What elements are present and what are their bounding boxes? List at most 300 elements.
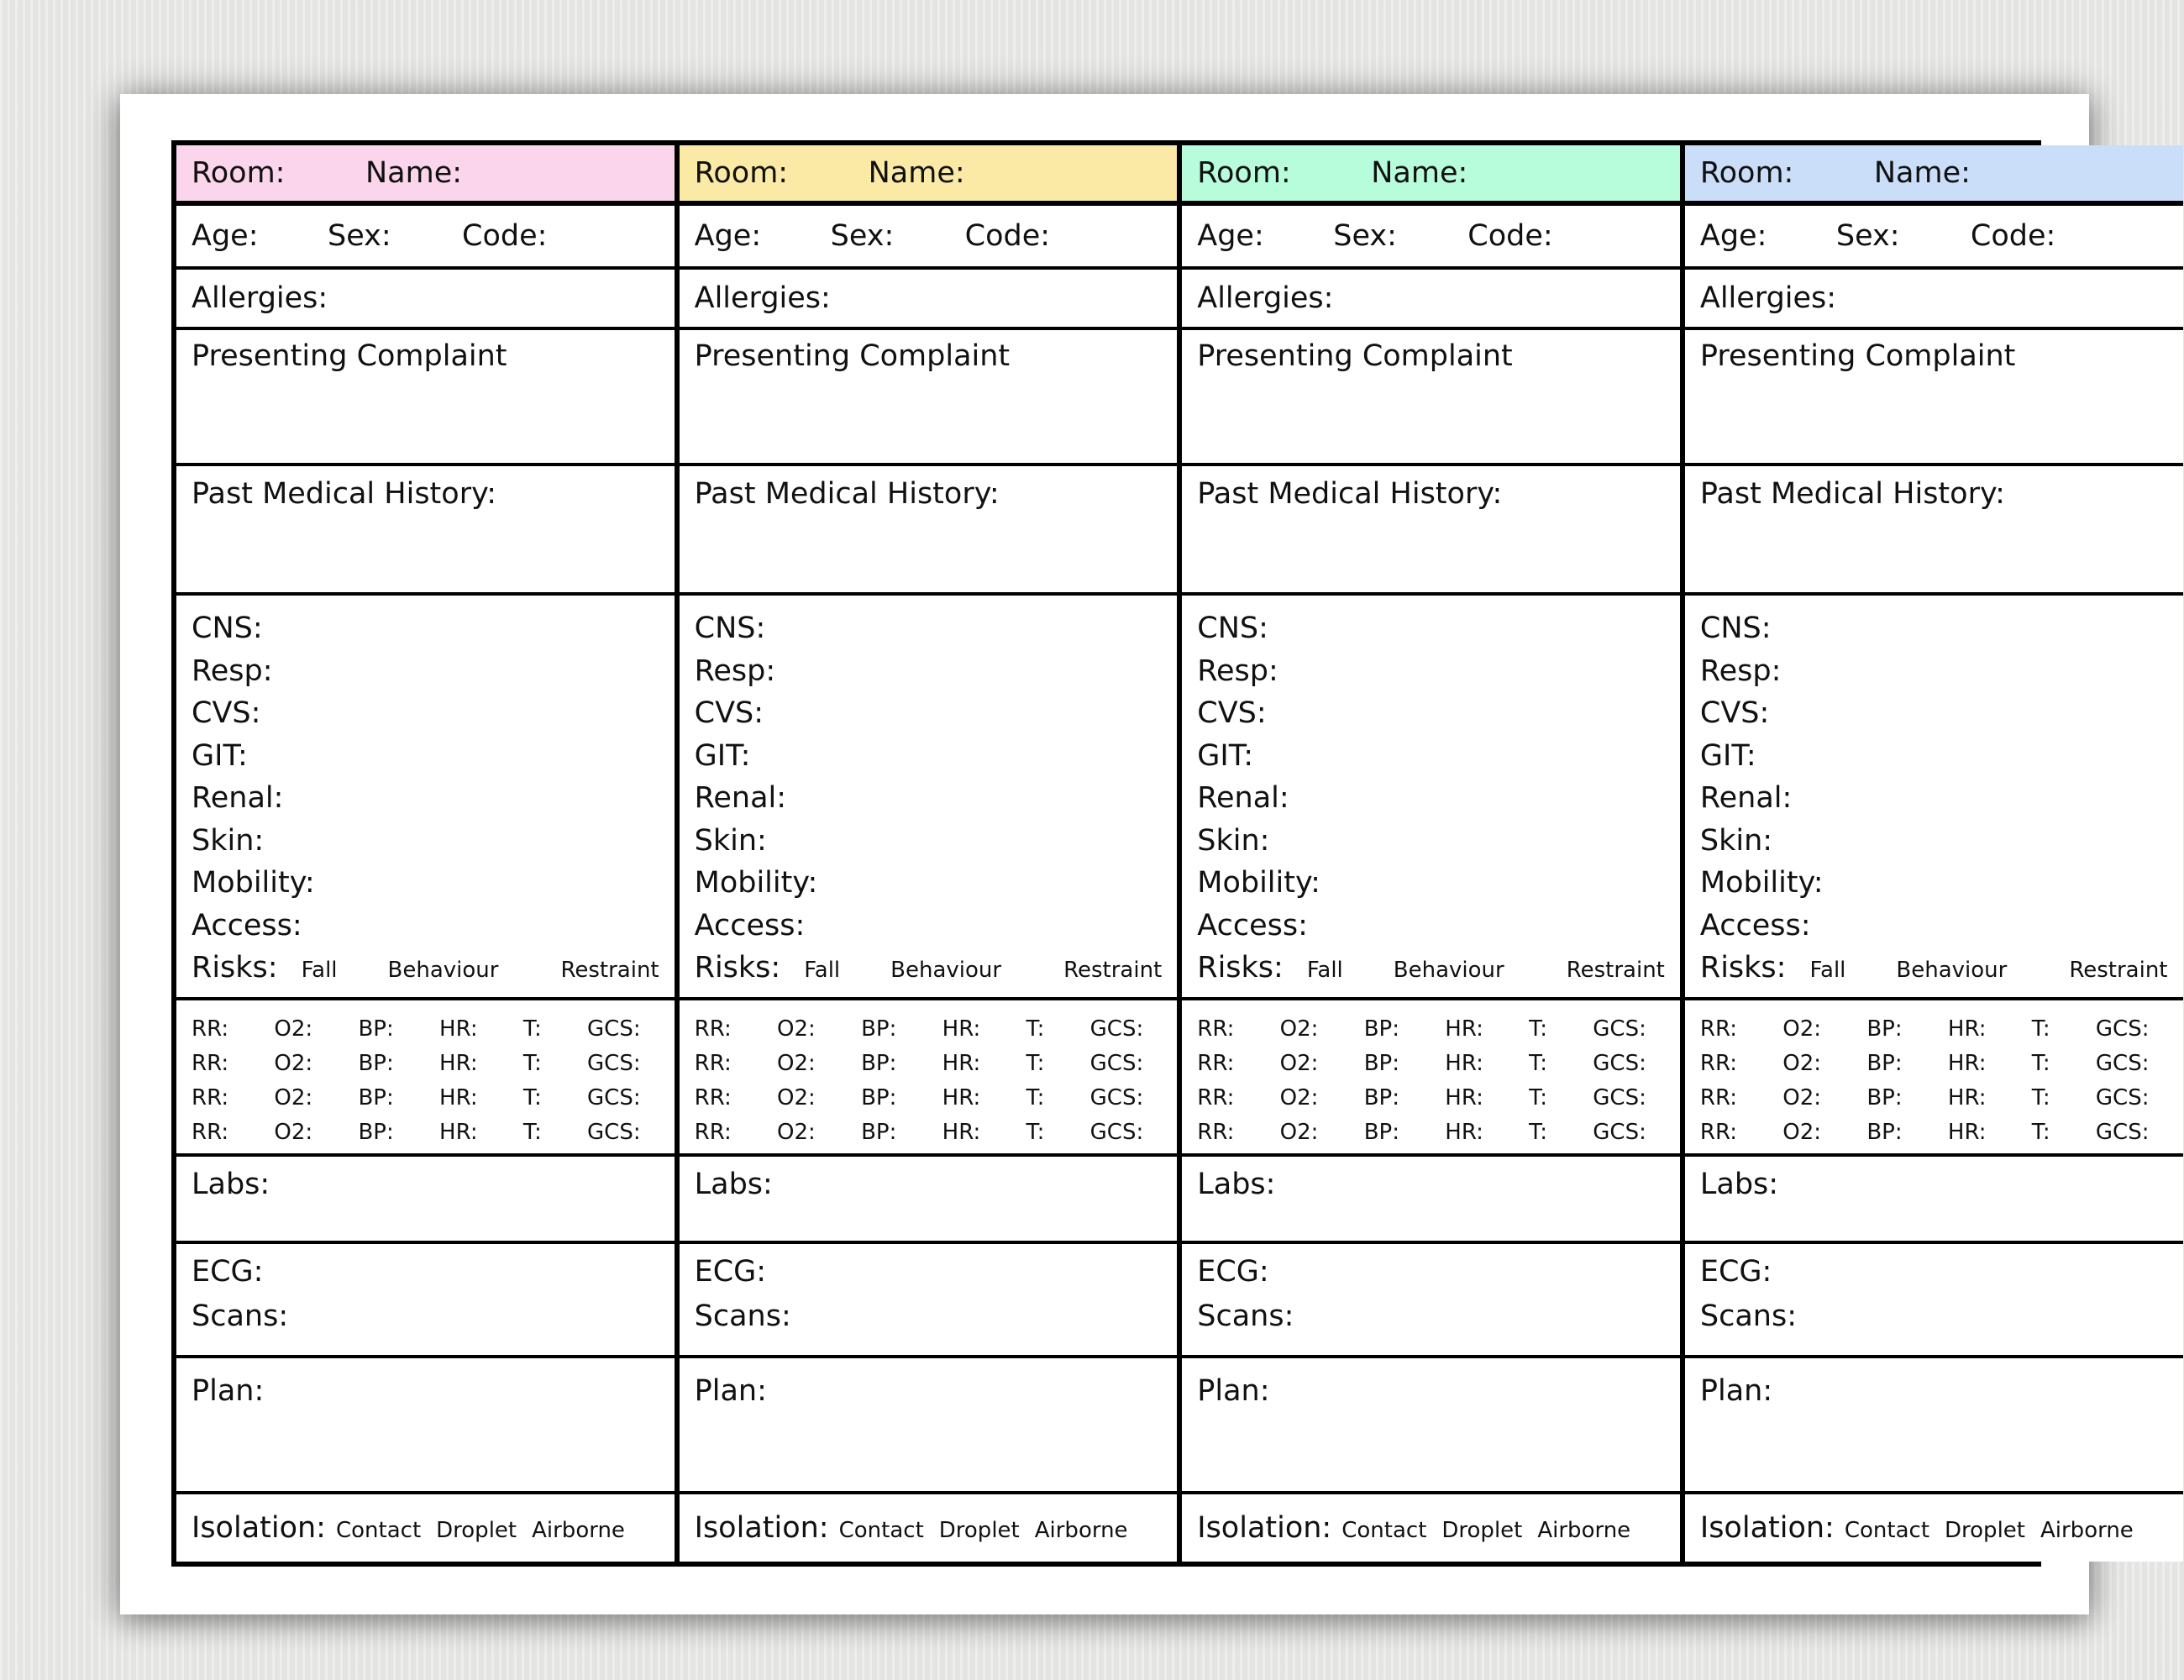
- vital-field[interactable]: RR:: [192, 1085, 229, 1110]
- system-label: Skin:: [694, 823, 767, 858]
- vital-field[interactable]: RR:: [1197, 1051, 1235, 1076]
- vital-field[interactable]: O2:: [1782, 1051, 1822, 1076]
- vital-field[interactable]: O2:: [1279, 1051, 1319, 1076]
- system-label: CNS:: [1699, 612, 1772, 645]
- vital-field[interactable]: RR:: [1699, 1016, 1737, 1042]
- system-line: [695, 820, 1163, 863]
- system-label: CVS:: [192, 696, 261, 730]
- isolation-option-droplet[interactable]: Droplet: [1945, 1517, 2025, 1543]
- vital-field[interactable]: T:: [1026, 1085, 1045, 1110]
- room-label[interactable]: Room:: [1197, 155, 1291, 190]
- risk-option-behaviour[interactable]: Behaviour: [890, 958, 1002, 983]
- allergies-label: Allergies:: [694, 281, 831, 315]
- vital-field[interactable]: T:: [522, 1085, 542, 1110]
- patient-column-3: [1182, 145, 1685, 1562]
- vital-field[interactable]: T:: [2031, 1016, 2050, 1042]
- system-line: [1197, 820, 1665, 863]
- age-sex-code-row: [1182, 206, 1680, 270]
- system-line: [695, 650, 1163, 693]
- vital-field[interactable]: GCS:: [1089, 1051, 1144, 1076]
- system-line: [1700, 607, 2168, 650]
- vital-field[interactable]: O2:: [274, 1016, 313, 1042]
- system-label: Renal:: [192, 781, 284, 815]
- system-label: Resp:: [694, 654, 776, 688]
- risk-option-restraint[interactable]: Restraint: [1566, 958, 1665, 983]
- allergies-field[interactable]: [680, 270, 1178, 330]
- room-label[interactable]: Room:: [694, 155, 789, 190]
- system-line: [192, 735, 659, 778]
- patient-column-4: [1685, 145, 2183, 1562]
- isolation-options: [1699, 1510, 2134, 1545]
- scans-label: Scans:: [1197, 1299, 1294, 1333]
- plan-label: Plan:: [1197, 1374, 1270, 1408]
- isolation-option-contact[interactable]: Contact: [1844, 1517, 1930, 1543]
- past-medical-history-label: Past Medical History:: [1197, 477, 1503, 511]
- age-sex-code-row: [176, 206, 675, 270]
- vital-field[interactable]: BP:: [1363, 1120, 1399, 1145]
- vital-field[interactable]: BP:: [861, 1085, 897, 1110]
- presenting-complaint-field[interactable]: [176, 330, 675, 466]
- system-line: [1700, 777, 2168, 820]
- vital-field[interactable]: GCS:: [2095, 1120, 2150, 1145]
- vital-field[interactable]: T:: [1529, 1085, 1547, 1110]
- presenting-complaint-field[interactable]: [1685, 330, 2183, 466]
- vitals-row: [695, 1012, 1163, 1047]
- vital-field[interactable]: T:: [522, 1016, 542, 1042]
- vital-field[interactable]: HR:: [1947, 1051, 1987, 1076]
- allergies-field[interactable]: [1685, 270, 2183, 330]
- isolation-label: Isolation:: [1197, 1510, 1332, 1545]
- vital-field[interactable]: HR:: [942, 1120, 981, 1145]
- risk-option-restraint[interactable]: Restraint: [2069, 958, 2168, 983]
- scans-label: Scans:: [1699, 1299, 1797, 1333]
- past-medical-history-field[interactable]: [680, 466, 1178, 596]
- risks-label: Risks:: [1197, 951, 1284, 984]
- system-label: Skin:: [1197, 823, 1270, 858]
- vital-field[interactable]: BP:: [861, 1051, 897, 1076]
- vital-field[interactable]: O2:: [777, 1016, 816, 1042]
- system-line: [192, 692, 659, 735]
- room-label[interactable]: Room:: [1699, 155, 1794, 190]
- vitals-row: [1197, 1081, 1665, 1116]
- isolation-row: [1182, 1494, 1680, 1562]
- age-sex-code-row: [1685, 206, 2183, 270]
- risks-line: [695, 947, 1163, 992]
- vital-field[interactable]: O2:: [777, 1085, 816, 1110]
- vitals-grid: [1182, 1000, 1680, 1157]
- vital-field[interactable]: GCS:: [2095, 1051, 2150, 1076]
- vital-field[interactable]: HR:: [1947, 1120, 1987, 1145]
- vital-field[interactable]: BP:: [358, 1051, 394, 1076]
- vital-field[interactable]: BP:: [1866, 1085, 1903, 1110]
- vital-field[interactable]: BP:: [861, 1120, 897, 1145]
- systems-review-field[interactable]: [680, 596, 1178, 1000]
- system-line: [1700, 650, 2168, 693]
- system-label: Skin:: [192, 823, 265, 858]
- system-line: [1197, 862, 1665, 905]
- isolation-row: [1685, 1494, 2183, 1562]
- vital-field[interactable]: GCS:: [1593, 1051, 1646, 1076]
- vital-field[interactable]: T:: [1529, 1051, 1547, 1076]
- vitals-row: [192, 1116, 659, 1150]
- allergies-label: Allergies:: [1699, 281, 1837, 315]
- past-medical-history-field[interactable]: [176, 466, 675, 596]
- vital-field[interactable]: HR:: [1445, 1085, 1483, 1110]
- vital-field[interactable]: HR:: [942, 1051, 981, 1076]
- system-label: Renal:: [1197, 781, 1289, 815]
- past-medical-history-field[interactable]: [1685, 466, 2183, 596]
- room-name-header: [680, 145, 1178, 206]
- presenting-complaint-label: Presenting Complaint: [694, 339, 1011, 373]
- presenting-complaint-field[interactable]: [680, 330, 1178, 466]
- vital-field[interactable]: T:: [1529, 1016, 1547, 1042]
- code-label[interactable]: Code:: [462, 218, 548, 253]
- isolation-label: Isolation:: [1699, 1510, 1835, 1545]
- vital-field[interactable]: HR:: [439, 1085, 478, 1110]
- vitals-grid: [680, 1000, 1178, 1157]
- system-label: Skin:: [1699, 823, 1773, 858]
- vital-field[interactable]: GCS:: [2095, 1016, 2150, 1042]
- plan-label: Plan:: [1699, 1374, 1773, 1408]
- vital-field[interactable]: O2:: [274, 1120, 313, 1145]
- vital-field[interactable]: BP:: [1866, 1051, 1903, 1076]
- vitals-row: [1700, 1047, 2168, 1081]
- labs-field[interactable]: [1182, 1157, 1680, 1244]
- ecg-scans-field[interactable]: [1182, 1244, 1680, 1358]
- vital-field[interactable]: T:: [1026, 1120, 1045, 1145]
- vital-field[interactable]: RR:: [192, 1051, 229, 1076]
- risk-option-behaviour[interactable]: Behaviour: [1896, 958, 2008, 983]
- risk-option-fall[interactable]: Fall: [804, 958, 841, 983]
- isolation-option-airborne[interactable]: Airborne: [532, 1517, 625, 1543]
- sex-label[interactable]: Sex:: [830, 218, 895, 253]
- vital-field[interactable]: HR:: [1947, 1085, 1987, 1110]
- presenting-complaint-label: Presenting Complaint: [1699, 339, 2016, 373]
- patient-column-1: [176, 145, 680, 1562]
- ecg-label: ECG:: [192, 1255, 264, 1289]
- system-label: CVS:: [694, 696, 764, 730]
- risk-option-behaviour[interactable]: Behaviour: [1393, 958, 1504, 983]
- allergies-field[interactable]: [176, 270, 675, 330]
- vitals-grid: [176, 1000, 675, 1157]
- risks-label: Risks:: [1699, 951, 1787, 984]
- vital-field[interactable]: BP:: [1363, 1085, 1399, 1110]
- vital-field[interactable]: GCS:: [1089, 1016, 1144, 1042]
- vital-field[interactable]: T:: [1529, 1120, 1547, 1145]
- vital-field[interactable]: RR:: [1197, 1120, 1235, 1145]
- allergies-label: Allergies:: [192, 281, 328, 315]
- room-name-header: [1685, 145, 2183, 206]
- systems-review-field[interactable]: [1685, 596, 2183, 1000]
- report-sheet: [120, 94, 2168, 1614]
- vitals-row: [1197, 1116, 1665, 1150]
- system-line: [695, 777, 1163, 820]
- vital-field[interactable]: RR:: [694, 1120, 732, 1145]
- patient-column-2: [680, 145, 1183, 1562]
- vital-field[interactable]: HR:: [439, 1016, 478, 1042]
- system-label: Mobility:: [1699, 866, 1824, 900]
- system-line: [192, 607, 659, 650]
- vital-field[interactable]: O2:: [1782, 1085, 1822, 1110]
- isolation-row: [176, 1494, 675, 1562]
- isolation-options: [1197, 1510, 1631, 1545]
- sex-label[interactable]: Sex:: [328, 218, 391, 253]
- past-medical-history-label: Past Medical History:: [694, 477, 1000, 511]
- presenting-complaint-label: Presenting Complaint: [192, 339, 507, 373]
- systems-review-field[interactable]: [1182, 596, 1680, 1000]
- system-label: Mobility:: [1197, 866, 1320, 900]
- vital-field[interactable]: T:: [1026, 1051, 1045, 1076]
- vitals-row: [1197, 1047, 1665, 1081]
- vital-field[interactable]: HR:: [1947, 1016, 1987, 1042]
- risk-option-restraint[interactable]: Restraint: [1063, 958, 1163, 983]
- room-label[interactable]: Room:: [192, 155, 286, 190]
- sex-label[interactable]: Sex:: [1835, 218, 1900, 253]
- isolation-option-contact[interactable]: Contact: [1341, 1517, 1427, 1543]
- vital-field[interactable]: RR:: [192, 1120, 229, 1145]
- systems-review-field[interactable]: [176, 596, 675, 1000]
- vital-field[interactable]: GCS:: [1593, 1120, 1646, 1145]
- labs-field[interactable]: [1685, 1157, 2183, 1244]
- system-line: [1197, 905, 1665, 948]
- vital-field[interactable]: RR:: [1699, 1120, 1737, 1145]
- system-line: [1197, 735, 1665, 778]
- labs-field[interactable]: [176, 1157, 675, 1244]
- vital-field[interactable]: BP:: [861, 1016, 897, 1042]
- vital-field[interactable]: O2:: [274, 1051, 313, 1076]
- plan-field[interactable]: [680, 1358, 1178, 1494]
- room-name-header: [1182, 145, 1680, 206]
- vitals-row: [192, 1081, 659, 1116]
- age-label[interactable]: Age:: [694, 218, 762, 253]
- code-label[interactable]: Code:: [964, 218, 1051, 253]
- vital-field[interactable]: O2:: [777, 1120, 816, 1145]
- isolation-option-droplet[interactable]: Droplet: [436, 1517, 517, 1543]
- isolation-options: [192, 1510, 625, 1545]
- vital-field[interactable]: T:: [522, 1120, 542, 1145]
- vital-field[interactable]: O2:: [1782, 1016, 1822, 1042]
- system-line: [695, 607, 1163, 650]
- vital-field[interactable]: RR:: [1197, 1085, 1235, 1110]
- vital-field[interactable]: RR:: [694, 1085, 732, 1110]
- name-label[interactable]: Name:: [868, 155, 965, 190]
- vital-field[interactable]: RR:: [1699, 1051, 1737, 1076]
- ecg-label: ECG:: [694, 1255, 767, 1289]
- system-line: [192, 650, 659, 693]
- isolation-option-contact[interactable]: Contact: [335, 1517, 422, 1543]
- room-name-header: [176, 145, 675, 206]
- system-line: [1197, 692, 1665, 735]
- system-line: [1700, 905, 2168, 948]
- isolation-option-airborne[interactable]: Airborne: [1034, 1517, 1128, 1543]
- code-label[interactable]: Code:: [1467, 218, 1553, 253]
- risks-line: [192, 947, 659, 992]
- system-label: CVS:: [1197, 696, 1267, 730]
- isolation-label: Isolation:: [192, 1510, 326, 1545]
- vital-field[interactable]: GCS:: [1089, 1120, 1144, 1145]
- system-label: CVS:: [1699, 696, 1770, 730]
- ecg-scans-field[interactable]: [176, 1244, 675, 1358]
- isolation-option-airborne[interactable]: Airborne: [2040, 1517, 2134, 1543]
- vitals-grid: [1685, 1000, 2183, 1157]
- vital-field[interactable]: HR:: [439, 1120, 478, 1145]
- vital-field[interactable]: BP:: [1866, 1120, 1903, 1145]
- vital-field[interactable]: O2:: [777, 1051, 816, 1076]
- risk-option-behaviour[interactable]: Behaviour: [387, 958, 499, 983]
- code-label[interactable]: Code:: [1970, 218, 2056, 253]
- plan-field[interactable]: [1685, 1358, 2183, 1494]
- vital-field[interactable]: GCS:: [587, 1051, 641, 1076]
- vital-field[interactable]: HR:: [439, 1051, 478, 1076]
- risk-option-fall[interactable]: Fall: [1809, 958, 1846, 983]
- age-sex-code-row: [680, 206, 1178, 270]
- plan-label: Plan:: [694, 1374, 767, 1408]
- system-line: [1700, 692, 2168, 735]
- isolation-option-contact[interactable]: Contact: [838, 1517, 924, 1543]
- vital-field[interactable]: O2:: [274, 1085, 313, 1110]
- vitals-row: [695, 1116, 1163, 1150]
- ecg-label: ECG:: [1197, 1255, 1269, 1289]
- system-label: CNS:: [192, 612, 263, 645]
- system-label: Resp:: [1699, 654, 1782, 688]
- vital-field[interactable]: HR:: [1445, 1051, 1483, 1076]
- vitals-row: [1700, 1012, 2168, 1047]
- system-line: [192, 862, 659, 905]
- system-line: [1700, 820, 2168, 863]
- system-line: [192, 777, 659, 820]
- vital-field[interactable]: GCS:: [2095, 1085, 2150, 1110]
- allergies-field[interactable]: [1182, 270, 1680, 330]
- vital-field[interactable]: BP:: [1363, 1051, 1399, 1076]
- age-label[interactable]: Age:: [1699, 218, 1767, 253]
- age-label[interactable]: Age:: [1197, 218, 1264, 253]
- system-line: [1197, 650, 1665, 693]
- system-label: Mobility:: [694, 866, 818, 900]
- vital-field[interactable]: GCS:: [1593, 1016, 1646, 1042]
- vital-field[interactable]: O2:: [1279, 1016, 1319, 1042]
- risk-option-fall[interactable]: Fall: [1306, 958, 1343, 983]
- vitals-row: [695, 1081, 1163, 1116]
- vital-field[interactable]: GCS:: [1089, 1085, 1144, 1110]
- isolation-option-droplet[interactable]: Droplet: [938, 1517, 1020, 1543]
- labs-field[interactable]: [680, 1157, 1178, 1244]
- system-line: [1700, 735, 2168, 778]
- vital-field[interactable]: T:: [1026, 1016, 1045, 1042]
- isolation-option-droplet[interactable]: Droplet: [1441, 1517, 1523, 1543]
- vital-field[interactable]: O2:: [1279, 1120, 1319, 1145]
- plan-field[interactable]: [1182, 1358, 1680, 1494]
- system-label: Access:: [1197, 908, 1308, 942]
- system-line: [695, 905, 1163, 948]
- vital-field[interactable]: GCS:: [587, 1085, 641, 1110]
- presenting-complaint-field[interactable]: [1182, 330, 1680, 466]
- vital-field[interactable]: GCS:: [587, 1120, 641, 1145]
- scans-label: Scans:: [694, 1299, 791, 1333]
- vital-field[interactable]: T:: [522, 1051, 542, 1076]
- vital-field[interactable]: BP:: [358, 1120, 394, 1145]
- ecg-scans-field[interactable]: [1685, 1244, 2183, 1358]
- system-line: [695, 692, 1163, 735]
- isolation-option-airborne[interactable]: Airborne: [1537, 1517, 1631, 1543]
- vital-field[interactable]: O2:: [1782, 1120, 1822, 1145]
- vital-field[interactable]: RR:: [1699, 1085, 1737, 1110]
- plan-field[interactable]: [176, 1358, 675, 1494]
- system-line: [695, 735, 1163, 778]
- risks-line: [1700, 947, 2168, 992]
- isolation-label: Isolation:: [694, 1510, 829, 1545]
- name-label[interactable]: Name:: [1371, 155, 1468, 190]
- vital-field[interactable]: HR:: [1445, 1120, 1483, 1145]
- labs-label: Labs:: [1699, 1168, 1779, 1201]
- name-label[interactable]: Name:: [365, 155, 463, 190]
- system-line: [192, 905, 659, 948]
- vital-field[interactable]: RR:: [694, 1016, 732, 1042]
- vital-field[interactable]: BP:: [358, 1016, 394, 1042]
- past-medical-history-label: Past Medical History:: [1699, 477, 2005, 511]
- vital-field[interactable]: T:: [2031, 1120, 2050, 1145]
- labs-label: Labs:: [694, 1168, 773, 1201]
- labs-label: Labs:: [1197, 1168, 1276, 1201]
- sex-label[interactable]: Sex:: [1333, 218, 1397, 253]
- vitals-row: [192, 1047, 659, 1081]
- system-label: GIT:: [694, 738, 751, 773]
- vital-field[interactable]: GCS:: [1593, 1085, 1646, 1110]
- ecg-scans-field[interactable]: [680, 1244, 1178, 1358]
- isolation-row: [680, 1494, 1178, 1562]
- vital-field[interactable]: RR:: [694, 1051, 732, 1076]
- vital-field[interactable]: HR:: [942, 1016, 981, 1042]
- vitals-row: [1197, 1012, 1665, 1047]
- system-line: [192, 820, 659, 863]
- system-label: Resp:: [192, 654, 273, 688]
- ecg-label: ECG:: [1699, 1255, 1772, 1289]
- system-label: Resp:: [1197, 654, 1278, 688]
- risks-label: Risks:: [192, 951, 278, 984]
- vital-field[interactable]: BP:: [358, 1085, 394, 1110]
- patient-grid: [171, 140, 2168, 1567]
- system-label: Mobility:: [192, 866, 315, 900]
- vital-field[interactable]: GCS:: [587, 1016, 641, 1042]
- vital-field[interactable]: BP:: [1363, 1016, 1399, 1042]
- risk-option-restraint[interactable]: Restraint: [560, 958, 659, 983]
- risks-label: Risks:: [694, 951, 781, 984]
- scans-label: Scans:: [192, 1299, 289, 1333]
- past-medical-history-field[interactable]: [1182, 466, 1680, 596]
- allergies-label: Allergies:: [1197, 281, 1334, 315]
- vital-field[interactable]: T:: [2031, 1085, 2050, 1110]
- vital-field[interactable]: O2:: [1279, 1085, 1319, 1110]
- vital-field[interactable]: HR:: [942, 1085, 981, 1110]
- age-label[interactable]: Age:: [192, 218, 259, 253]
- system-line: [1700, 862, 2168, 905]
- vital-field[interactable]: HR:: [1445, 1016, 1483, 1042]
- system-line: [1197, 607, 1665, 650]
- vital-field[interactable]: BP:: [1866, 1016, 1903, 1042]
- system-line: [695, 862, 1163, 905]
- vital-field[interactable]: RR:: [1197, 1016, 1235, 1042]
- risks-line: [1197, 947, 1665, 992]
- system-label: Access:: [192, 908, 302, 942]
- system-label: Renal:: [694, 781, 787, 815]
- vital-field[interactable]: RR:: [192, 1016, 229, 1042]
- system-label: Access:: [694, 908, 806, 942]
- vital-field[interactable]: T:: [2031, 1051, 2050, 1076]
- presenting-complaint-label: Presenting Complaint: [1197, 339, 1513, 373]
- isolation-options: [694, 1510, 1128, 1545]
- name-label[interactable]: Name:: [1873, 155, 1971, 190]
- risk-option-fall[interactable]: Fall: [301, 958, 338, 983]
- vitals-row: [695, 1047, 1163, 1081]
